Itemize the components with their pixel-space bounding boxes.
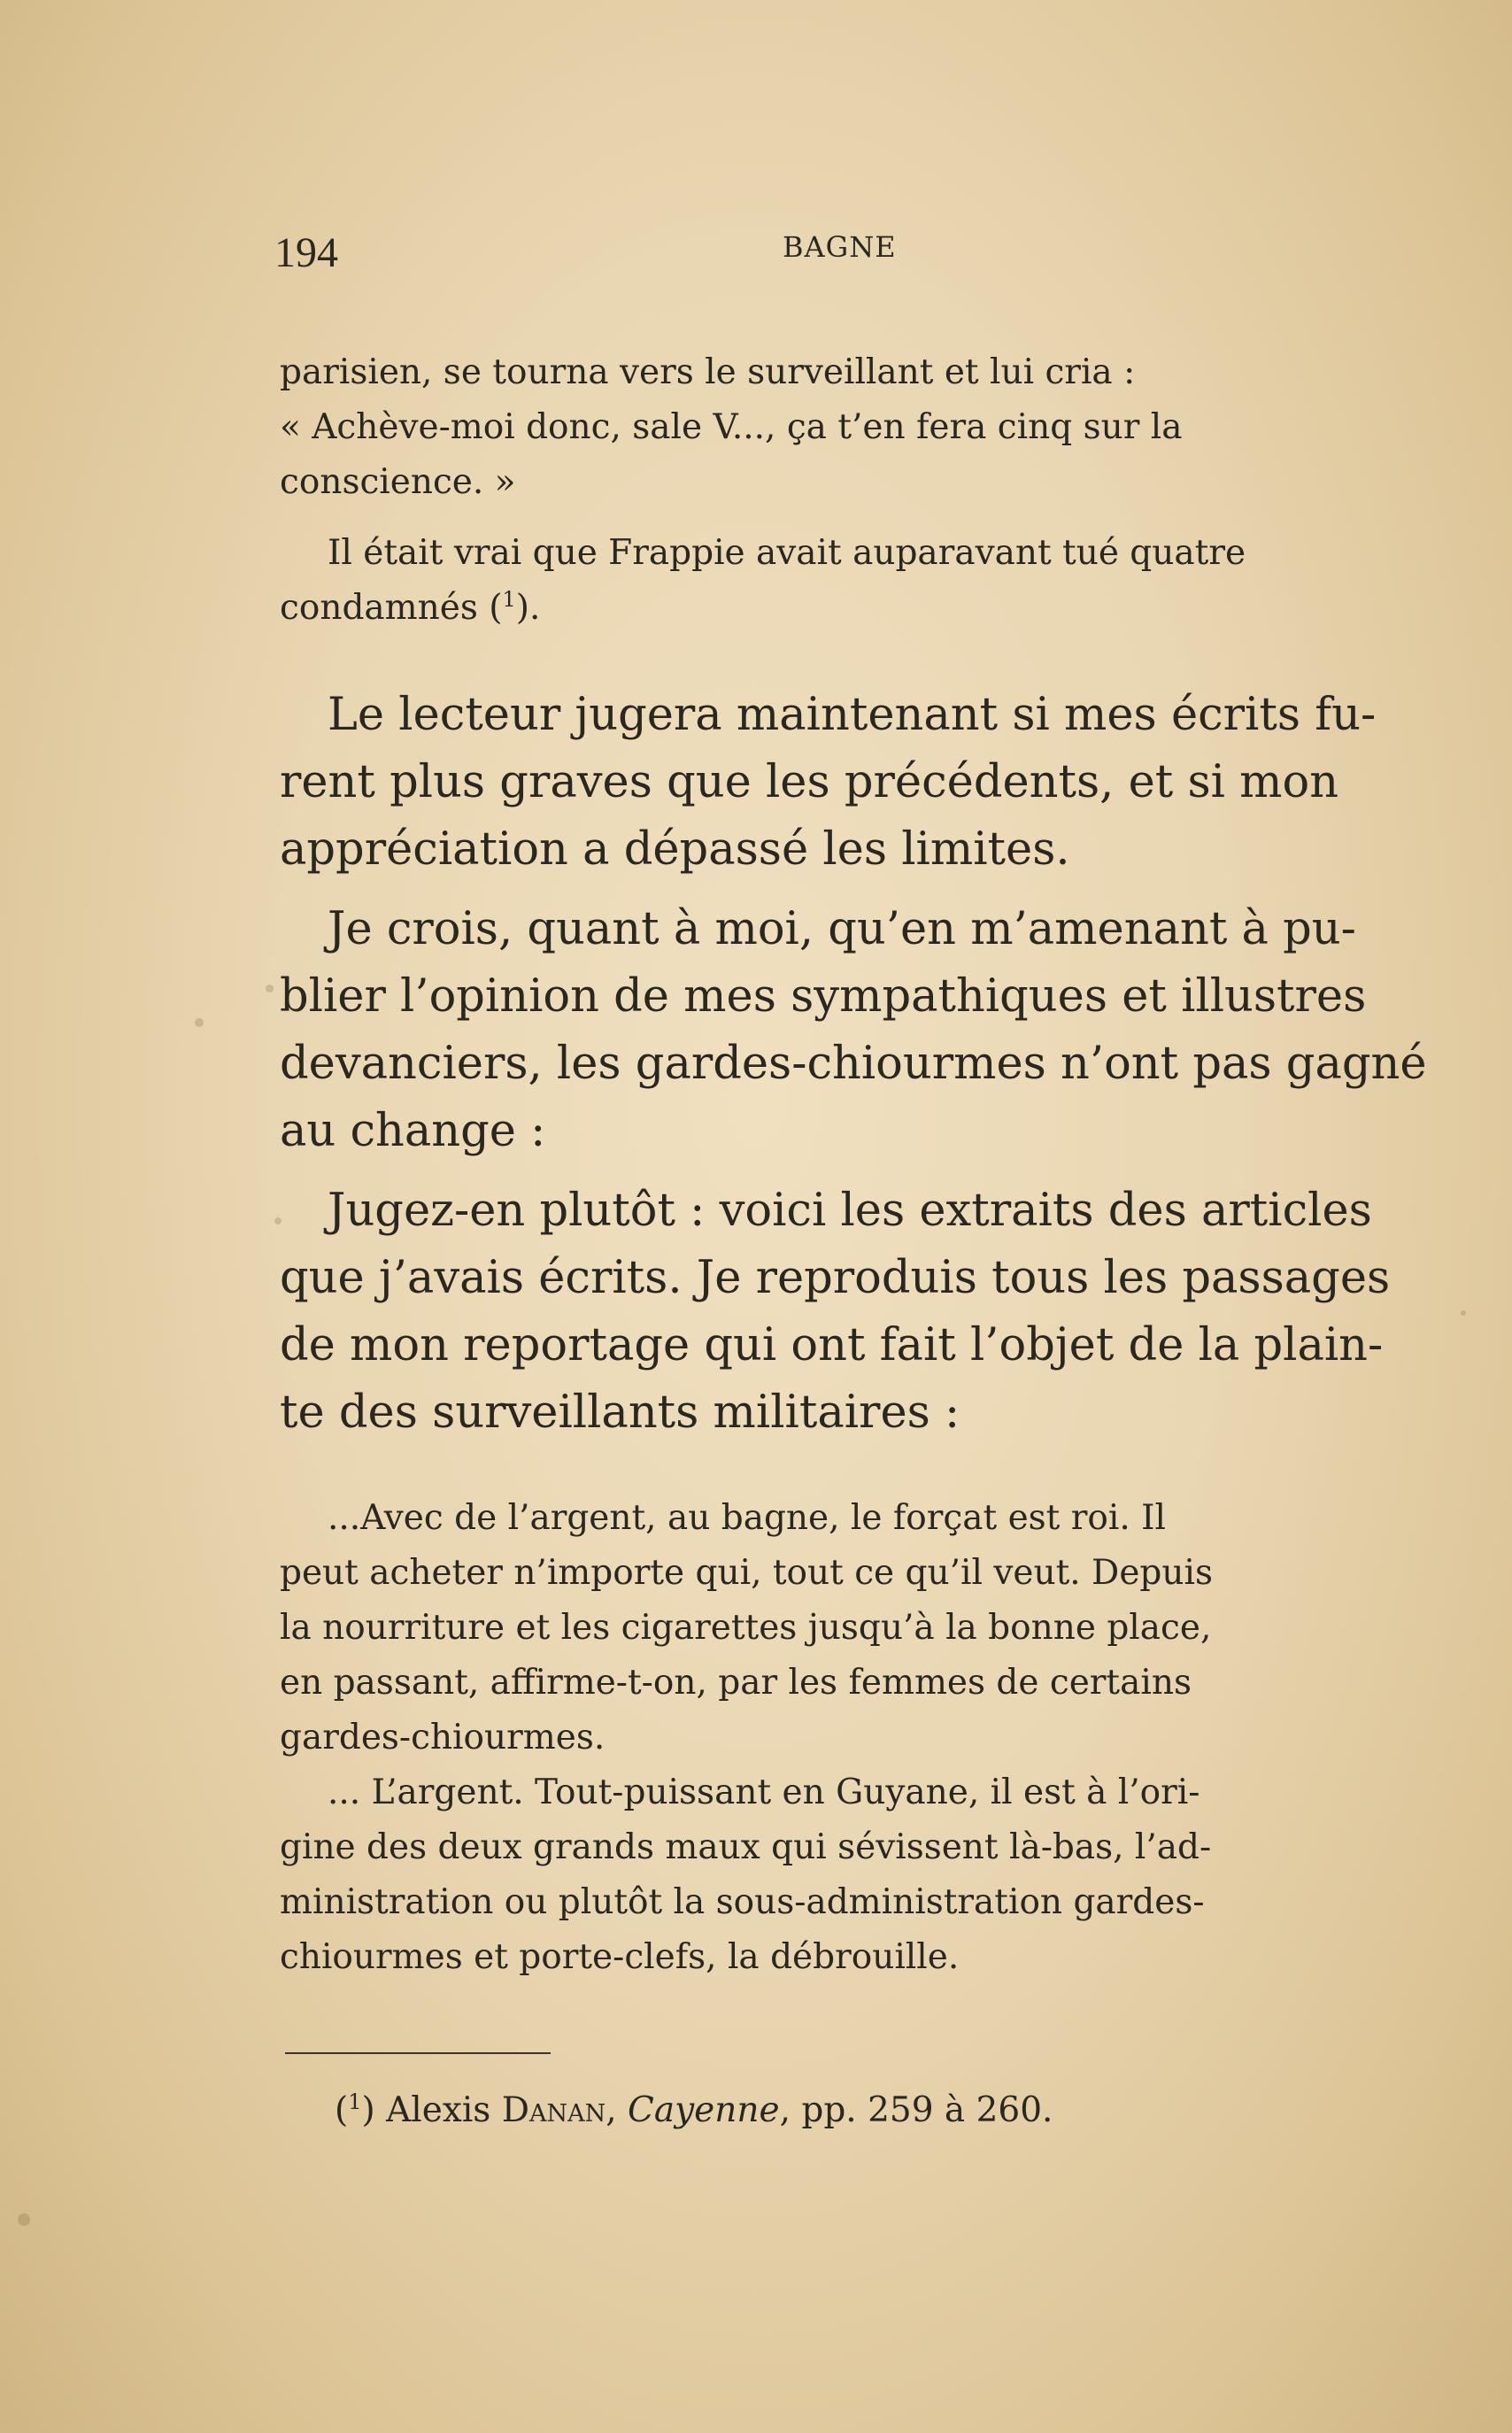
text-line: chiourmes et porte-clefs, la débrouille. [280,1937,960,1977]
text-line: condamnés ( [280,588,503,628]
paper-speck [18,2213,30,2226]
text-line: ... L’argent. Tout-puissant en Guyane, il est à l’ori- [328,1773,1200,1812]
footnote-author-first: Alexis [386,2090,491,2130]
paper-speck [1461,1310,1466,1316]
text-block-top [280,345,1431,636]
text-line: blier l’opinion de mes sympathiques et illustres [280,970,1367,1023]
text-line: de mon reportage qui ont fait l’objet de la plain- [280,1319,1384,1371]
paper-speck [195,1018,204,1027]
text-line: que j’avais écrits. Je reproduis tous les passages [280,1252,1391,1304]
footnote-reference: 1 [502,587,516,612]
page-number: 194 [274,229,338,276]
text-line: gardes-chiourmes. [280,1718,606,1757]
text-line: conscience. » [280,462,516,502]
paragraph [280,896,1431,1165]
text-line: appréciation a dépassé les limites. [280,823,1070,876]
footnote: ($^1$) Alexis Danan, Cayenne, pp. 259 à 260. [335,2089,1053,2130]
paragraph [280,1178,1431,1447]
text-line: ...Avec de l’argent, au bagne, le forçat est roi. Il [328,1498,1167,1538]
text-line: « Achève-moi donc, sale V..., ça t’en fera cinq sur la [280,407,1183,447]
page-header [274,228,1434,282]
text-line: Je crois, quant à moi, qu’en m’amenant à pu- [328,903,1356,955]
text-line: gine des deux grands maux qui sévissent là-bas, l’ad- [280,1827,1212,1867]
text-line: Le lecteur jugera maintenant si mes écrits fu- [328,689,1377,741]
text-line: peut acheter n’importe qui, tout ce qu’il veut. Depuis [280,1553,1213,1593]
text-line: la nourriture et les cigarettes jusqu’à la bonne place, [280,1608,1212,1648]
paragraph [280,526,1431,636]
text-line: parisien, se tourna vers le surveillant et lui cria : [280,352,1136,392]
paragraph [280,1765,1431,1985]
text-line: Jugez-en plutôt : voici les extraits des articles [328,1185,1372,1237]
paragraph [280,1491,1431,1765]
text-line: ministration ou plutôt la sous-administration gardes- [280,1882,1205,1922]
paragraph [280,345,1431,510]
text-line: devanciers, les gardes-chiourmes n’ont pas gagné [280,1038,1427,1090]
footnote-title: Cayenne [628,2090,780,2130]
footnote-author-last: Danan [501,2090,606,2130]
text-block-main [280,682,1431,1447]
text-line: rent plus graves que les précédents, et si mon [280,756,1339,808]
text-line: au change : [280,1105,546,1157]
text-line: ). [515,588,541,628]
paragraph [280,682,1431,884]
text-line: te des surveillants militaires : [280,1386,960,1439]
running-title: BAGNE [783,230,897,264]
footnote-marker: 1 [348,2089,362,2114]
paper-speck [266,985,274,993]
text-line: Il était vrai que Frappie avait auparavant tué quatre [328,533,1246,573]
quoted-excerpt [280,1491,1431,1985]
footnote-pages: pp. 259 à 260. [801,2090,1053,2130]
footnote-divider [285,2052,551,2054]
text-line: en passant, affirme-t-on, par les femmes de certains [280,1663,1192,1703]
